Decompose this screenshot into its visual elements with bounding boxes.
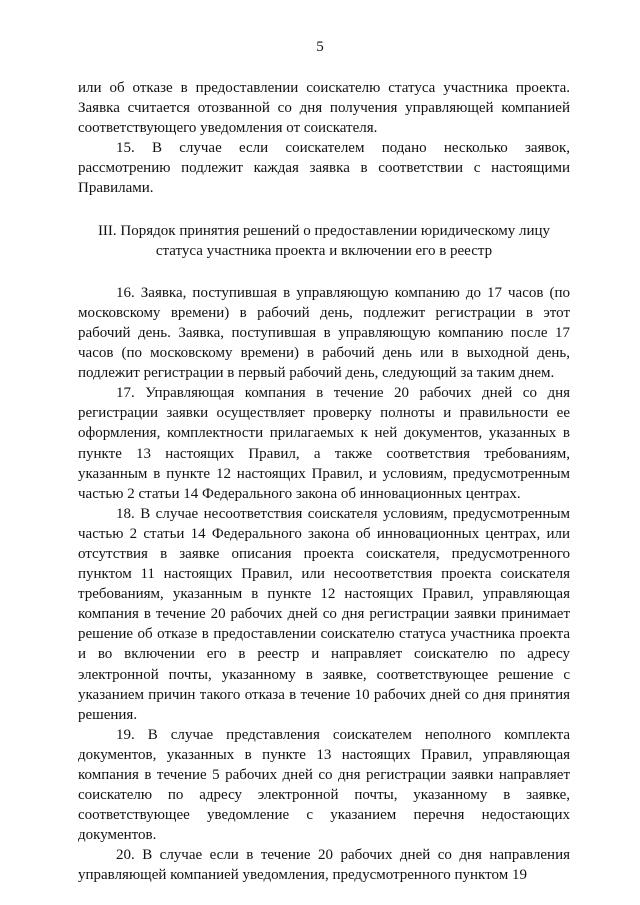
section-heading: III. Порядок принятия решений о предоставлении юридическому лицу статуса участника проекта и включении его в реестр [97, 222, 551, 259]
page-number: 5 [316, 39, 324, 55]
document-body [78, 78, 570, 886]
paragraph-15: 15. В случае если соискателем подано несколько заявок, рассмотрению подлежит каждая заявка в соответствии с настоящими Правилами. [78, 140, 570, 197]
paragraph-18: 18. В случае несоответствия соискателя условиям, предусмотренным частью 2 статьи 14 Федерального закона об инновационных центрах, или отсутствия в заявке описания проекта соискателя, предусмотренного пунктом 11 настоящих Правил, или несоответствия проекта соискателя требованиям, указанным в пункте 12 настоящих Правил, управляющая компания в течение 20 рабочих дней со дня регистрации заявки принимает решение об отказе в предоставлении соискателю статуса участника проекта и во включении его в реестр и направляет соискателю по адресу электронной почты, указанному в заявке, соответствующее решение с указанием причин такого отказа в течение 10 рабочих дней со дня принятия решения. [78, 505, 570, 723]
paragraph-20: 20. В случае если в течение 20 рабочих дней со дня направления управляющей компанией уведомления, предусмотренного пунктом 19 [78, 847, 570, 884]
paragraph-continuation: или об отказе в предоставлении соискателю статуса участника проекта. Заявка считается отозванной со дня получения управляющей компанией соответствующего уведомления от соискателя. [78, 80, 570, 137]
paragraph-17: 17. Управляющая компания в течение 20 рабочих дней со дня регистрации заявки осуществляет проверку полноты и правильности ее оформления, комплектности прилагаемых к ней документов, указанных в пункте 13 настоящих Правил, а также соответствия требованиям, указанным в пункте 12 настоящих Правил, и условиям, предусмотренным частью 2 статьи 14 Федерального закона об инновационных центрах. [78, 385, 570, 502]
paragraph-16: 16. Заявка, поступившая в управляющую компанию до 17 часов (по московскому времени) в рабочий день, подлежит регистрации в этот рабочий день. Заявка, поступившая в управляющую компанию после 17 часов (по московскому времени) в рабочий день или в выходной день, подлежит регистрации в первый рабочий день, следующий за таким днем. [78, 284, 570, 382]
paragraph-19: 19. В случае представления соискателем неполного комплекта документов, указанных в пункте 13 настоящих Правил, управляющая компания в течение 5 рабочих дней со дня регистрации заявки направляет соискателю по адресу электронной почты, указанному в заявке, соответствующее уведомление с указанием перечня недостающих документов. [78, 726, 570, 844]
